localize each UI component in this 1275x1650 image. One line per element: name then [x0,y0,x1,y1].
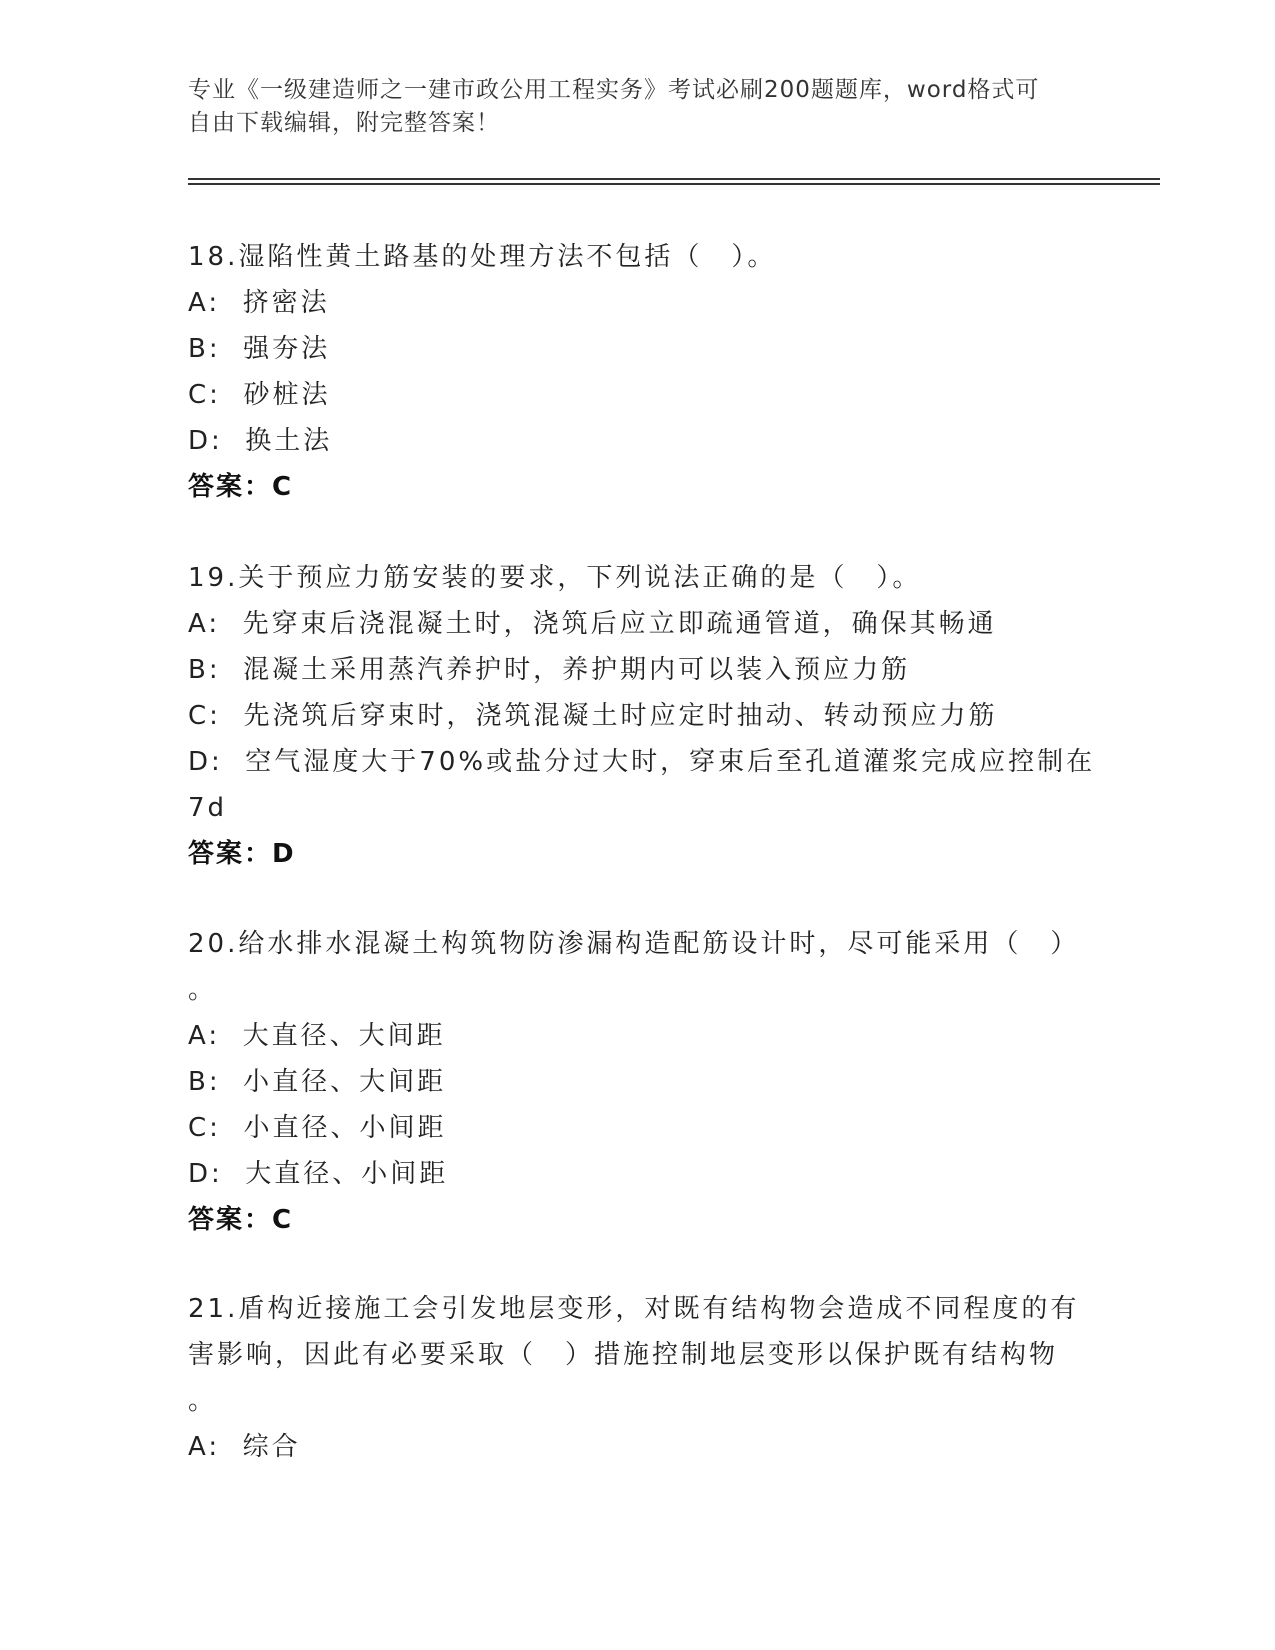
option-a: A: 先穿束后浇混凝土时，浇筑后应立即疏通管道，确保其畅通 [188,609,997,639]
question-stem-continuation: 。 [188,1386,218,1416]
option-a: A: 挤密法 [188,288,330,318]
option-c: C: 小直径、小间距 [188,1113,447,1143]
answer-line: 答案：D [188,839,296,869]
option-a: A: 综合 [188,1432,301,1462]
option-d: D: 大直径、小间距 [188,1159,449,1189]
question-stem: 20.给水排水混凝土构筑物防渗漏构造配筋设计时，尽可能采用（ ） [188,929,1080,959]
option-b: B: 混凝土采用蒸汽养护时，养护期内可以装入预应力筋 [188,655,911,685]
question-18 [188,234,1088,510]
option-d-continuation: 7d [188,793,228,823]
question-stem-continuation: 。 [188,975,218,1005]
answer-line: 答案：C [188,472,294,502]
question-19 [188,555,1096,877]
option-d: D: 空气湿度大于70%或盐分过大时，穿束后至孔道灌浆完成应控制在 [188,747,1096,777]
header-line-2: 自由下载编辑，附完整答案！ [188,110,500,136]
option-a: A: 大直径、大间距 [188,1021,446,1051]
answer-line: 答案：C [188,1205,294,1235]
header-divider-top [188,178,1160,180]
question-stem: 21.盾构近接施工会引发地层变形，对既有结构物会造成不同程度的有 [188,1294,1080,1324]
question-stem: 19.关于预应力筋安装的要求，下列说法正确的是（ ）。 [188,563,922,593]
option-c: C: 砂桩法 [188,380,331,410]
option-b: B: 强夯法 [188,334,331,364]
option-b: B: 小直径、大间距 [188,1067,447,1097]
question-stem-continuation: 害影响，因此有必要采取（ ）措施控制地层变形以保护既有结构物 [188,1340,1059,1370]
question-stem: 18.湿陷性黄土路基的处理方法不包括（ ）。 [188,242,777,272]
question-20 [188,921,1088,1243]
header-divider-bottom [188,183,1160,185]
header-line-1: 专业《一级建造师之一建市政公用工程实务》考试必刷200题题库，word格式可 [188,77,1040,103]
document-header [188,74,1068,140]
option-c: C: 先浇筑后穿束时，浇筑混凝土时应定时抽动、转动预应力筋 [188,701,998,731]
option-d: D: 换土法 [188,426,333,456]
question-21 [188,1286,1088,1470]
